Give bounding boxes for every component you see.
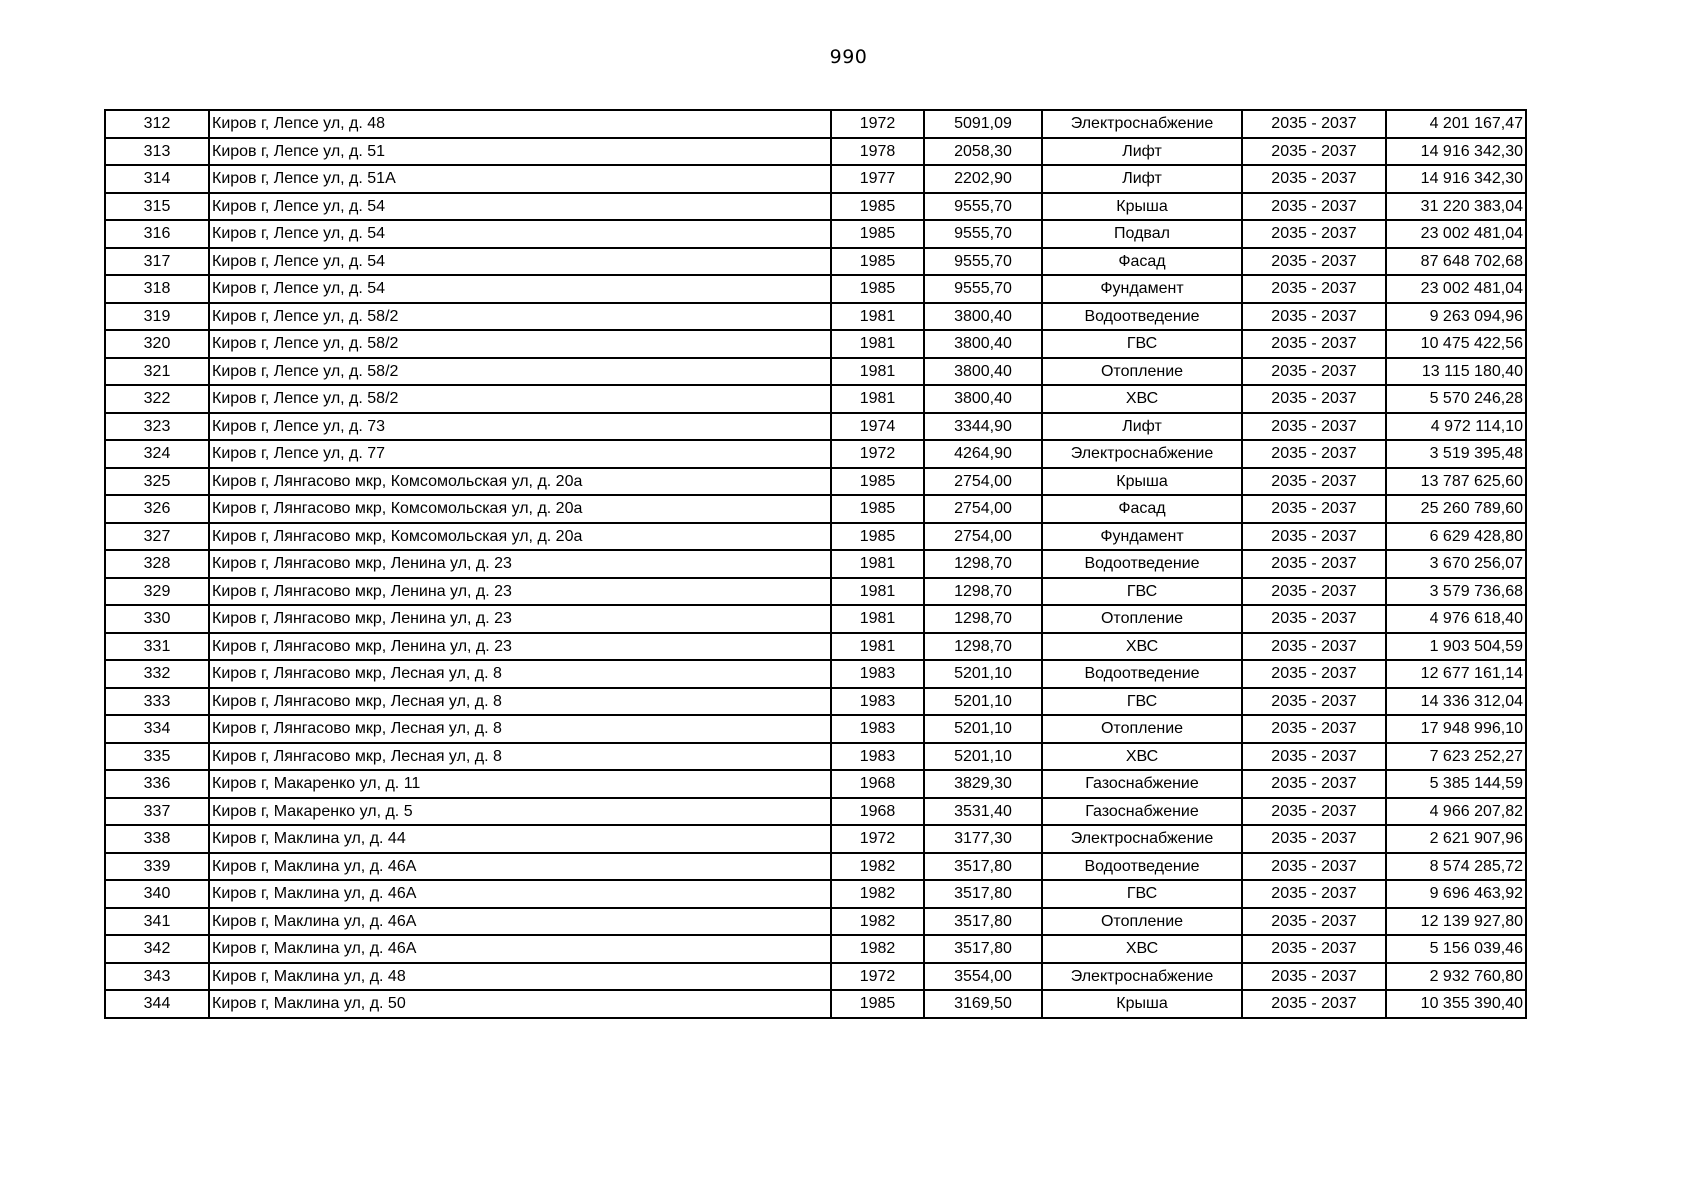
- address-cell: Киров г, Маклина ул, д. 48: [209, 963, 831, 991]
- address-cell: Киров г, Лепсе ул, д. 54: [209, 220, 831, 248]
- area-cell: 9555,70: [924, 275, 1042, 303]
- cost-cell: 9 696 463,92: [1386, 880, 1526, 908]
- table-row: [105, 193, 1526, 221]
- period-cell: 2035 - 2037: [1242, 303, 1386, 331]
- table-row: [105, 275, 1526, 303]
- table-row: [105, 248, 1526, 276]
- period-cell: 2035 - 2037: [1242, 880, 1386, 908]
- table-row: [105, 660, 1526, 688]
- table-row: [105, 495, 1526, 523]
- row-number: 334: [105, 715, 209, 743]
- work-type-cell: ГВС: [1042, 578, 1242, 606]
- year-cell: 1981: [831, 303, 924, 331]
- address-cell: Киров г, Лянгасово мкр, Лесная ул, д. 8: [209, 660, 831, 688]
- table-row: [105, 165, 1526, 193]
- work-type-cell: Крыша: [1042, 468, 1242, 496]
- address-cell: Киров г, Лянгасово мкр, Ленина ул, д. 23: [209, 550, 831, 578]
- cost-cell: 3 670 256,07: [1386, 550, 1526, 578]
- table-row: [105, 633, 1526, 661]
- work-type-cell: Лифт: [1042, 138, 1242, 166]
- period-cell: 2035 - 2037: [1242, 578, 1386, 606]
- period-cell: 2035 - 2037: [1242, 385, 1386, 413]
- table-row: [105, 550, 1526, 578]
- year-cell: 1972: [831, 963, 924, 991]
- period-cell: 2035 - 2037: [1242, 825, 1386, 853]
- area-cell: 5201,10: [924, 660, 1042, 688]
- row-number: 326: [105, 495, 209, 523]
- work-type-cell: Отопление: [1042, 908, 1242, 936]
- period-cell: 2035 - 2037: [1242, 275, 1386, 303]
- cost-cell: 4 966 207,82: [1386, 798, 1526, 826]
- work-type-cell: Лифт: [1042, 165, 1242, 193]
- row-number: 336: [105, 770, 209, 798]
- year-cell: 1981: [831, 633, 924, 661]
- year-cell: 1978: [831, 138, 924, 166]
- table-row: [105, 523, 1526, 551]
- year-cell: 1968: [831, 770, 924, 798]
- year-cell: 1982: [831, 908, 924, 936]
- cost-cell: 4 972 114,10: [1386, 413, 1526, 441]
- year-cell: 1972: [831, 110, 924, 138]
- year-cell: 1985: [831, 495, 924, 523]
- row-number: 322: [105, 385, 209, 413]
- address-cell: Киров г, Лянгасово мкр, Ленина ул, д. 23: [209, 633, 831, 661]
- work-type-cell: Крыша: [1042, 193, 1242, 221]
- period-cell: 2035 - 2037: [1242, 935, 1386, 963]
- period-cell: 2035 - 2037: [1242, 633, 1386, 661]
- table-row: [105, 385, 1526, 413]
- cost-cell: 4 201 167,47: [1386, 110, 1526, 138]
- period-cell: 2035 - 2037: [1242, 413, 1386, 441]
- cost-cell: 9 263 094,96: [1386, 303, 1526, 331]
- area-cell: 3517,80: [924, 880, 1042, 908]
- address-cell: Киров г, Лянгасово мкр, Ленина ул, д. 23: [209, 605, 831, 633]
- year-cell: 1977: [831, 165, 924, 193]
- work-type-cell: Водоотведение: [1042, 303, 1242, 331]
- area-cell: 3800,40: [924, 358, 1042, 386]
- area-cell: 1298,70: [924, 550, 1042, 578]
- work-type-cell: ГВС: [1042, 330, 1242, 358]
- cost-cell: 14 336 312,04: [1386, 688, 1526, 716]
- year-cell: 1981: [831, 385, 924, 413]
- period-cell: 2035 - 2037: [1242, 110, 1386, 138]
- address-cell: Киров г, Лепсе ул, д. 73: [209, 413, 831, 441]
- row-number: 316: [105, 220, 209, 248]
- table-row: [105, 743, 1526, 771]
- period-cell: 2035 - 2037: [1242, 550, 1386, 578]
- address-cell: Киров г, Лепсе ул, д. 54: [209, 193, 831, 221]
- table-row: [105, 770, 1526, 798]
- cost-cell: 31 220 383,04: [1386, 193, 1526, 221]
- address-cell: Киров г, Лепсе ул, д. 48: [209, 110, 831, 138]
- cost-cell: 25 260 789,60: [1386, 495, 1526, 523]
- cost-cell: 14 916 342,30: [1386, 165, 1526, 193]
- work-type-cell: Отопление: [1042, 605, 1242, 633]
- address-cell: Киров г, Лянгасово мкр, Комсомольская ул, д. 20а: [209, 468, 831, 496]
- period-cell: 2035 - 2037: [1242, 853, 1386, 881]
- year-cell: 1982: [831, 880, 924, 908]
- table-row: [105, 908, 1526, 936]
- address-cell: Киров г, Лепсе ул, д. 54: [209, 275, 831, 303]
- work-type-cell: Фундамент: [1042, 523, 1242, 551]
- year-cell: 1985: [831, 523, 924, 551]
- row-number: 319: [105, 303, 209, 331]
- work-type-cell: Отопление: [1042, 358, 1242, 386]
- area-cell: 3800,40: [924, 330, 1042, 358]
- period-cell: 2035 - 2037: [1242, 770, 1386, 798]
- table-row: [105, 688, 1526, 716]
- address-cell: Киров г, Лепсе ул, д. 58/2: [209, 303, 831, 331]
- row-number: 328: [105, 550, 209, 578]
- cost-cell: 3 519 395,48: [1386, 440, 1526, 468]
- area-cell: 9555,70: [924, 193, 1042, 221]
- work-type-cell: Электроснабжение: [1042, 110, 1242, 138]
- period-cell: 2035 - 2037: [1242, 523, 1386, 551]
- year-cell: 1981: [831, 550, 924, 578]
- area-cell: 9555,70: [924, 248, 1042, 276]
- row-number: 329: [105, 578, 209, 606]
- year-cell: 1981: [831, 578, 924, 606]
- table-row: [105, 138, 1526, 166]
- year-cell: 1985: [831, 220, 924, 248]
- work-type-cell: Электроснабжение: [1042, 963, 1242, 991]
- period-cell: 2035 - 2037: [1242, 248, 1386, 276]
- work-type-cell: Лифт: [1042, 413, 1242, 441]
- year-cell: 1981: [831, 330, 924, 358]
- table-row: [105, 303, 1526, 331]
- period-cell: 2035 - 2037: [1242, 715, 1386, 743]
- area-cell: 2754,00: [924, 468, 1042, 496]
- area-cell: 3554,00: [924, 963, 1042, 991]
- year-cell: 1981: [831, 358, 924, 386]
- cost-cell: 5 156 039,46: [1386, 935, 1526, 963]
- table-row: [105, 798, 1526, 826]
- year-cell: 1972: [831, 825, 924, 853]
- row-number: 313: [105, 138, 209, 166]
- row-number: 323: [105, 413, 209, 441]
- address-cell: Киров г, Лепсе ул, д. 58/2: [209, 385, 831, 413]
- row-number: 339: [105, 853, 209, 881]
- area-cell: 3517,80: [924, 908, 1042, 936]
- year-cell: 1983: [831, 715, 924, 743]
- table-row: [105, 990, 1526, 1018]
- work-type-cell: Крыша: [1042, 990, 1242, 1018]
- area-cell: 9555,70: [924, 220, 1042, 248]
- work-type-cell: Электроснабжение: [1042, 440, 1242, 468]
- year-cell: 1968: [831, 798, 924, 826]
- cost-cell: 7 623 252,27: [1386, 743, 1526, 771]
- work-type-cell: Фасад: [1042, 495, 1242, 523]
- year-cell: 1985: [831, 990, 924, 1018]
- row-number: 333: [105, 688, 209, 716]
- address-cell: Киров г, Маклина ул, д. 46А: [209, 908, 831, 936]
- table-row: [105, 358, 1526, 386]
- area-cell: 3517,80: [924, 935, 1042, 963]
- cost-cell: 3 579 736,68: [1386, 578, 1526, 606]
- address-cell: Киров г, Лянгасово мкр, Лесная ул, д. 8: [209, 688, 831, 716]
- table-row: [105, 440, 1526, 468]
- period-cell: 2035 - 2037: [1242, 688, 1386, 716]
- cost-cell: 6 629 428,80: [1386, 523, 1526, 551]
- work-type-cell: ХВС: [1042, 633, 1242, 661]
- work-type-cell: Водоотведение: [1042, 550, 1242, 578]
- period-cell: 2035 - 2037: [1242, 193, 1386, 221]
- area-cell: 5201,10: [924, 743, 1042, 771]
- work-type-cell: Фундамент: [1042, 275, 1242, 303]
- cost-cell: 23 002 481,04: [1386, 220, 1526, 248]
- address-cell: Киров г, Маклина ул, д. 46А: [209, 935, 831, 963]
- area-cell: 1298,70: [924, 633, 1042, 661]
- table-row: [105, 853, 1526, 881]
- row-number: 341: [105, 908, 209, 936]
- row-number: 321: [105, 358, 209, 386]
- year-cell: 1983: [831, 743, 924, 771]
- address-cell: Киров г, Лянгасово мкр, Комсомольская ул, д. 20а: [209, 523, 831, 551]
- year-cell: 1985: [831, 468, 924, 496]
- period-cell: 2035 - 2037: [1242, 330, 1386, 358]
- period-cell: 2035 - 2037: [1242, 495, 1386, 523]
- period-cell: 2035 - 2037: [1242, 660, 1386, 688]
- period-cell: 2035 - 2037: [1242, 358, 1386, 386]
- table-row: [105, 110, 1526, 138]
- cost-cell: 10 475 422,56: [1386, 330, 1526, 358]
- area-cell: 5201,10: [924, 688, 1042, 716]
- area-cell: 3177,30: [924, 825, 1042, 853]
- address-cell: Киров г, Лепсе ул, д. 58/2: [209, 330, 831, 358]
- table-row: [105, 963, 1526, 991]
- address-cell: Киров г, Маклина ул, д. 46А: [209, 853, 831, 881]
- row-number: 325: [105, 468, 209, 496]
- work-type-cell: ХВС: [1042, 743, 1242, 771]
- address-cell: Киров г, Лепсе ул, д. 51А: [209, 165, 831, 193]
- area-cell: 2754,00: [924, 523, 1042, 551]
- address-cell: Киров г, Лянгасово мкр, Комсомольская ул, д. 20а: [209, 495, 831, 523]
- table-row: [105, 825, 1526, 853]
- row-number: 337: [105, 798, 209, 826]
- row-number: 338: [105, 825, 209, 853]
- work-type-cell: Газоснабжение: [1042, 770, 1242, 798]
- cost-cell: 12 677 161,14: [1386, 660, 1526, 688]
- cost-cell: 1 903 504,59: [1386, 633, 1526, 661]
- work-type-cell: Электроснабжение: [1042, 825, 1242, 853]
- area-cell: 3517,80: [924, 853, 1042, 881]
- year-cell: 1981: [831, 605, 924, 633]
- period-cell: 2035 - 2037: [1242, 440, 1386, 468]
- area-cell: 5201,10: [924, 715, 1042, 743]
- year-cell: 1972: [831, 440, 924, 468]
- cost-cell: 5 570 246,28: [1386, 385, 1526, 413]
- area-cell: 5091,09: [924, 110, 1042, 138]
- area-cell: 1298,70: [924, 578, 1042, 606]
- row-number: 344: [105, 990, 209, 1018]
- work-type-cell: Фасад: [1042, 248, 1242, 276]
- table-row: [105, 330, 1526, 358]
- area-cell: 3344,90: [924, 413, 1042, 441]
- year-cell: 1985: [831, 248, 924, 276]
- period-cell: 2035 - 2037: [1242, 963, 1386, 991]
- work-type-cell: ГВС: [1042, 688, 1242, 716]
- table-row: [105, 880, 1526, 908]
- period-cell: 2035 - 2037: [1242, 798, 1386, 826]
- area-cell: 3829,30: [924, 770, 1042, 798]
- area-cell: 3531,40: [924, 798, 1042, 826]
- work-type-cell: Водоотведение: [1042, 660, 1242, 688]
- work-type-cell: Подвал: [1042, 220, 1242, 248]
- area-cell: 3169,50: [924, 990, 1042, 1018]
- cost-cell: 2 621 907,96: [1386, 825, 1526, 853]
- row-number: 312: [105, 110, 209, 138]
- area-cell: 2754,00: [924, 495, 1042, 523]
- address-cell: Киров г, Лянгасово мкр, Лесная ул, д. 8: [209, 743, 831, 771]
- row-number: 335: [105, 743, 209, 771]
- address-cell: Киров г, Лянгасово мкр, Ленина ул, д. 23: [209, 578, 831, 606]
- year-cell: 1982: [831, 853, 924, 881]
- row-number: 317: [105, 248, 209, 276]
- address-cell: Киров г, Лепсе ул, д. 54: [209, 248, 831, 276]
- cost-cell: 87 648 702,68: [1386, 248, 1526, 276]
- cost-cell: 8 574 285,72: [1386, 853, 1526, 881]
- area-cell: 1298,70: [924, 605, 1042, 633]
- cost-cell: 10 355 390,40: [1386, 990, 1526, 1018]
- row-number: 331: [105, 633, 209, 661]
- cost-cell: 23 002 481,04: [1386, 275, 1526, 303]
- address-cell: Киров г, Макаренко ул, д. 5: [209, 798, 831, 826]
- table-row: [105, 605, 1526, 633]
- cost-cell: 12 139 927,80: [1386, 908, 1526, 936]
- registry-table: [104, 109, 1527, 1019]
- address-cell: Киров г, Маклина ул, д. 46А: [209, 880, 831, 908]
- work-type-cell: Водоотведение: [1042, 853, 1242, 881]
- work-type-cell: Газоснабжение: [1042, 798, 1242, 826]
- area-cell: 3800,40: [924, 303, 1042, 331]
- cost-cell: 2 932 760,80: [1386, 963, 1526, 991]
- row-number: 332: [105, 660, 209, 688]
- table-row: [105, 715, 1526, 743]
- row-number: 342: [105, 935, 209, 963]
- period-cell: 2035 - 2037: [1242, 605, 1386, 633]
- table-row: [105, 413, 1526, 441]
- year-cell: 1985: [831, 193, 924, 221]
- year-cell: 1983: [831, 688, 924, 716]
- address-cell: Киров г, Лянгасово мкр, Лесная ул, д. 8: [209, 715, 831, 743]
- row-number: 340: [105, 880, 209, 908]
- address-cell: Киров г, Маклина ул, д. 44: [209, 825, 831, 853]
- address-cell: Киров г, Лепсе ул, д. 77: [209, 440, 831, 468]
- row-number: 327: [105, 523, 209, 551]
- address-cell: Киров г, Маклина ул, д. 50: [209, 990, 831, 1018]
- year-cell: 1974: [831, 413, 924, 441]
- table-row: [105, 220, 1526, 248]
- row-number: 318: [105, 275, 209, 303]
- row-number: 315: [105, 193, 209, 221]
- table-row: [105, 578, 1526, 606]
- cost-cell: 13 115 180,40: [1386, 358, 1526, 386]
- year-cell: 1982: [831, 935, 924, 963]
- area-cell: 2058,30: [924, 138, 1042, 166]
- table-row: [105, 935, 1526, 963]
- period-cell: 2035 - 2037: [1242, 468, 1386, 496]
- work-type-cell: Отопление: [1042, 715, 1242, 743]
- area-cell: 2202,90: [924, 165, 1042, 193]
- cost-cell: 5 385 144,59: [1386, 770, 1526, 798]
- row-number: 314: [105, 165, 209, 193]
- period-cell: 2035 - 2037: [1242, 220, 1386, 248]
- row-number: 343: [105, 963, 209, 991]
- table-row: [105, 468, 1526, 496]
- address-cell: Киров г, Лепсе ул, д. 51: [209, 138, 831, 166]
- year-cell: 1985: [831, 275, 924, 303]
- cost-cell: 14 916 342,30: [1386, 138, 1526, 166]
- area-cell: 4264,90: [924, 440, 1042, 468]
- address-cell: Киров г, Лепсе ул, д. 58/2: [209, 358, 831, 386]
- area-cell: 3800,40: [924, 385, 1042, 413]
- row-number: 324: [105, 440, 209, 468]
- period-cell: 2035 - 2037: [1242, 743, 1386, 771]
- table-body: [105, 110, 1526, 1018]
- work-type-cell: ГВС: [1042, 880, 1242, 908]
- year-cell: 1983: [831, 660, 924, 688]
- page-number: 990: [829, 46, 868, 68]
- period-cell: 2035 - 2037: [1242, 165, 1386, 193]
- cost-cell: 17 948 996,10: [1386, 715, 1526, 743]
- cost-cell: 4 976 618,40: [1386, 605, 1526, 633]
- period-cell: 2035 - 2037: [1242, 908, 1386, 936]
- period-cell: 2035 - 2037: [1242, 138, 1386, 166]
- address-cell: Киров г, Макаренко ул, д. 11: [209, 770, 831, 798]
- work-type-cell: ХВС: [1042, 385, 1242, 413]
- period-cell: 2035 - 2037: [1242, 990, 1386, 1018]
- row-number: 320: [105, 330, 209, 358]
- cost-cell: 13 787 625,60: [1386, 468, 1526, 496]
- row-number: 330: [105, 605, 209, 633]
- work-type-cell: ХВС: [1042, 935, 1242, 963]
